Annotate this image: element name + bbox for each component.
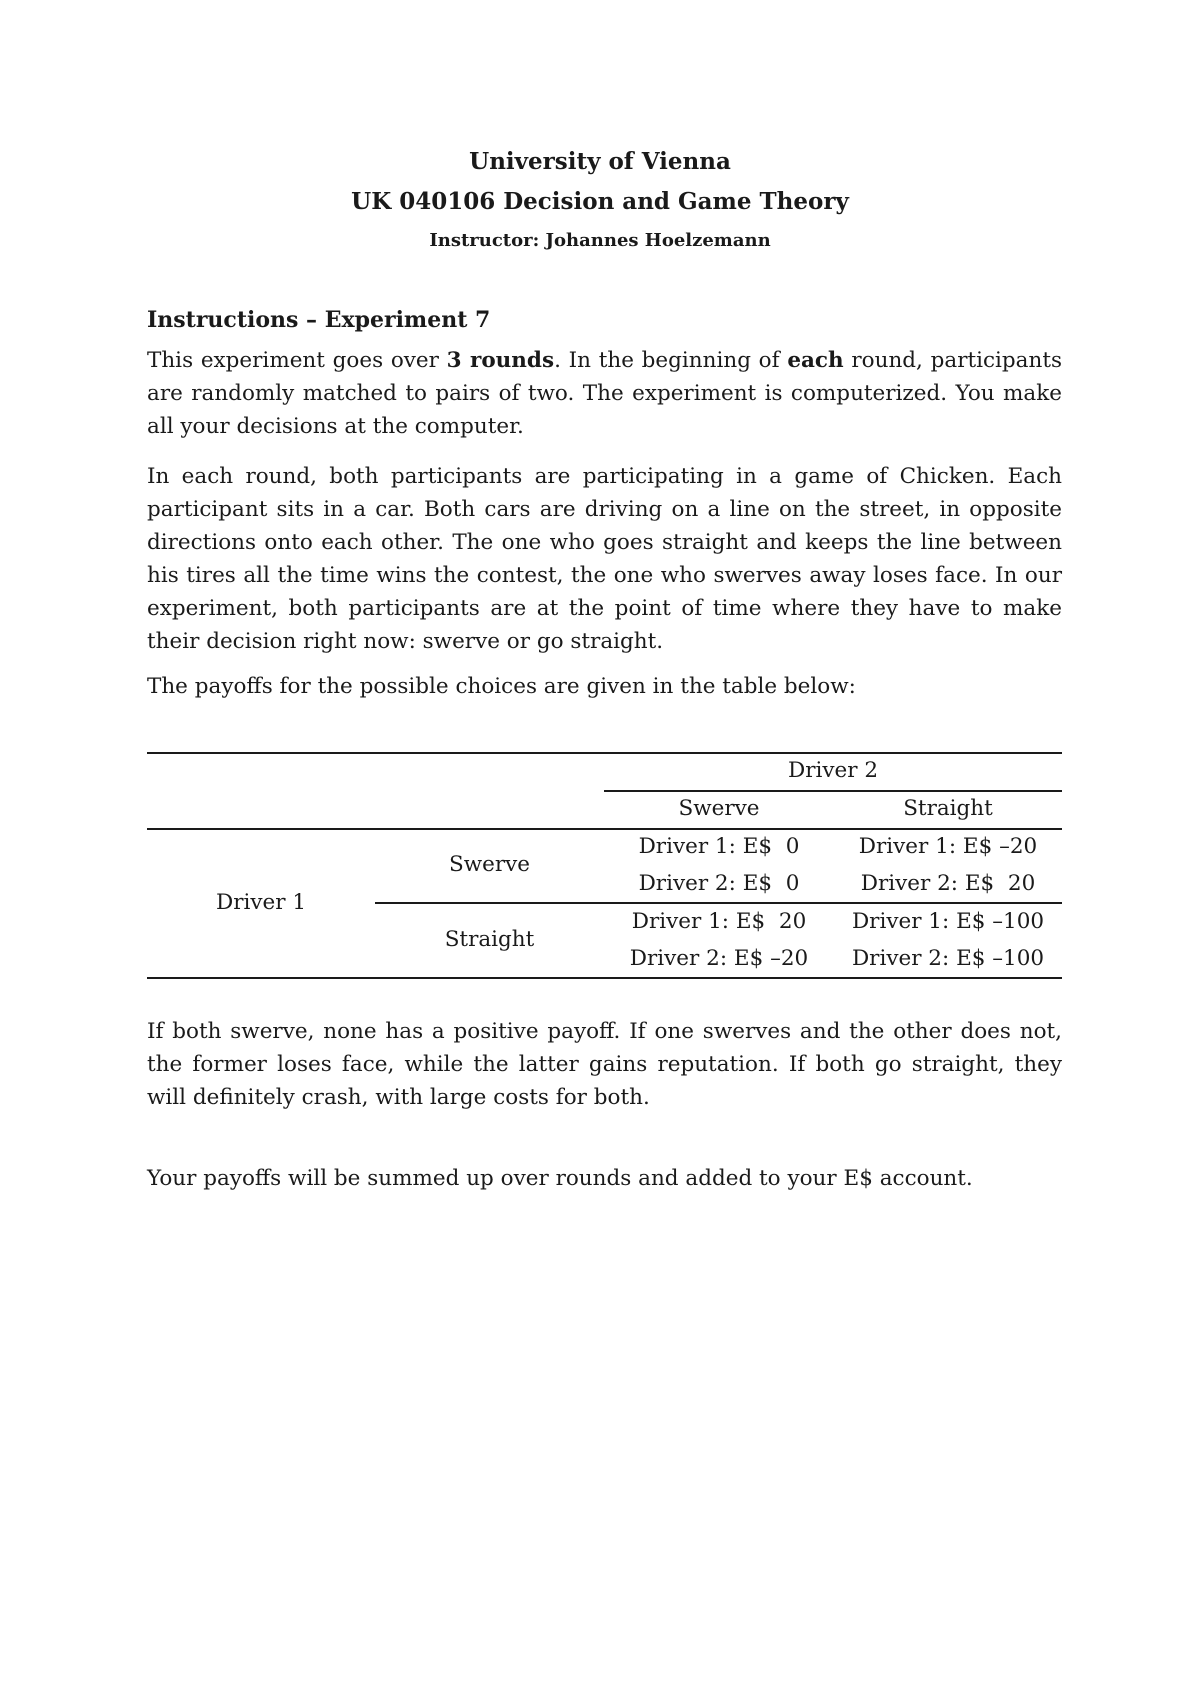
intro-bold-rounds: 3 rounds <box>446 348 555 373</box>
table-top-rule <box>147 752 1062 754</box>
row-choice-swerve: Swerve <box>448 852 530 877</box>
intro-paragraph <box>147 344 1062 443</box>
instructor-line: Instructor: Johannes Hoelzemann <box>429 230 771 251</box>
game-description-paragraph: In each round, both participants are participating in a game of Chicken. Each participant sits in a car. Both cars are driving on a line on the street, in opposite directions onto each other. The one who goes straight and keeps the line between his tires all the time wins the contest, the one who swerves away loses face. In our experiment, both participants are at the point of time where they have to make their decision right now: swerve or go straight. <box>147 464 1062 654</box>
payoff-explanation-paragraph: If both swerve, none has a positive payoff. If one swerves and the other does not, the former loses face, while the latter gains reputation. If both go straight, they will definitely crash, with large costs for both. <box>147 1019 1062 1110</box>
intro-bold-each: each <box>787 348 844 373</box>
intro-text-3: round, participants are randomly matched to pairs of two. The experiment is computerized. You make all your decisions at the computer. <box>147 348 1063 439</box>
intro-text-2: . In the beginning of <box>554 348 788 373</box>
row-choice-straight: Straight <box>444 927 535 952</box>
header-bottom-rule <box>147 828 1062 830</box>
payoff-table <box>147 752 1062 980</box>
column-choice-swerve: Swerve <box>678 796 760 821</box>
payoff-intro-paragraph: The payoffs for the possible choices are given in the table below: <box>147 674 856 699</box>
university-name: University of Vienna <box>469 148 731 175</box>
payoff-straight-swerve-driver2: Driver 2: E$ –20 <box>629 946 809 971</box>
payoff-swerve-swerve-driver1: Driver 1: E$ 0 <box>638 834 800 859</box>
payoff-straight-straight-driver2: Driver 2: E$ –100 <box>851 946 1045 971</box>
table-bottom-rule <box>147 977 1062 979</box>
column-player-label: Driver 2 <box>787 758 879 783</box>
payoff-swerve-straight-driver1: Driver 1: E$ –20 <box>858 834 1038 859</box>
payoff-swerve-straight-driver2: Driver 2: E$ 20 <box>860 871 1036 896</box>
payoff-straight-straight-driver1: Driver 1: E$ –100 <box>851 909 1045 934</box>
row-divider-rule <box>375 902 1062 904</box>
column-choice-straight: Straight <box>903 796 993 821</box>
payoff-swerve-swerve-driver2: Driver 2: E$ 0 <box>638 871 800 896</box>
column-header-rule <box>604 790 1062 792</box>
course-title: UK 040106 Decision and Game Theory <box>351 188 849 215</box>
account-paragraph: Your payoffs will be summed up over rounds and added to your E$ account. <box>147 1166 973 1191</box>
intro-text-1: This experiment goes over <box>147 348 447 373</box>
row-player-label: Driver 1 <box>215 890 307 915</box>
payoff-straight-swerve-driver1: Driver 1: E$ 20 <box>631 909 807 934</box>
section-title: Instructions – Experiment 7 <box>147 307 491 333</box>
